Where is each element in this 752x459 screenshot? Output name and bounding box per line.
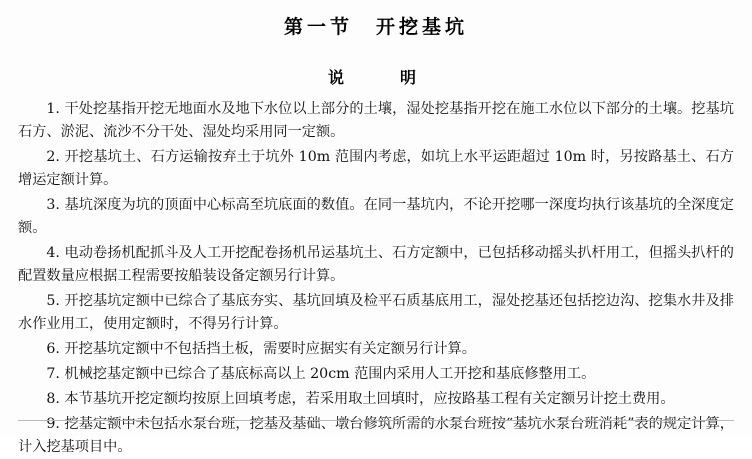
paragraph: 5. 开挖基坑定额中已综合了基底夯实、基坑回填及检平石质基底用工，湿处挖基还包括挖边沟、挖集水井及排水作业用工，使用定额时，不得另行计算。 bbox=[18, 293, 734, 332]
section-title: 说 明 bbox=[327, 68, 424, 87]
paragraph: 2. 开挖基坑土、石方运输按弃土于坑外 10m 范围内考虑，如坑上水平运距超过 10m 时，另按路基土、石方增运定额计算。 bbox=[18, 149, 734, 188]
paragraph: 8. 本节基坑开挖定额均按原上回填考虑，若采用取土回填时，应按路基工程有关定额另计挖土费用。 bbox=[46, 391, 675, 407]
document-body bbox=[18, 98, 734, 459]
paragraph: 4. 电动卷扬机配抓斗及人工开挖配卷扬机吊运基坑土、石方定额中，已包括移动摇头扒杆用工，但摇头扒杆的配置数量应根据工程需要按船装设备定额另行计算。 bbox=[18, 245, 734, 284]
paragraph: 9. 挖基定额中未包括水泵台班，挖基及基础、墩台修筑所需的水泵台班按“基坑水泵台班消耗”表的规定计算，计入挖基项目中。 bbox=[18, 416, 734, 455]
footer-divider bbox=[18, 420, 734, 421]
paragraph: 6. 开挖基坑定额中不包括挡土板，需要时应据实有关定额另行计算。 bbox=[46, 341, 476, 357]
paragraph: 7. 机械挖基定额中已综合了基底标高以上 20cm 范围内采用人工开挖和基底修整用工。 bbox=[46, 366, 596, 382]
paragraph: 3. 基坑深度为坑的顶面中心标高至坑底面的数值。在同一基坑内，不论开挖哪一深度均执行该基坑的全深度定额。 bbox=[18, 197, 734, 236]
chapter-title: 第一节 开挖基坑 bbox=[283, 16, 468, 38]
paragraph: 1. 干处挖基指开挖无地面水及地下水位以上部分的土壤，湿处挖基指开挖在施工水位以下部分的土壤。挖基坑石方、淤泥、流沙不分干处、湿处均采用同一定额。 bbox=[18, 101, 734, 140]
